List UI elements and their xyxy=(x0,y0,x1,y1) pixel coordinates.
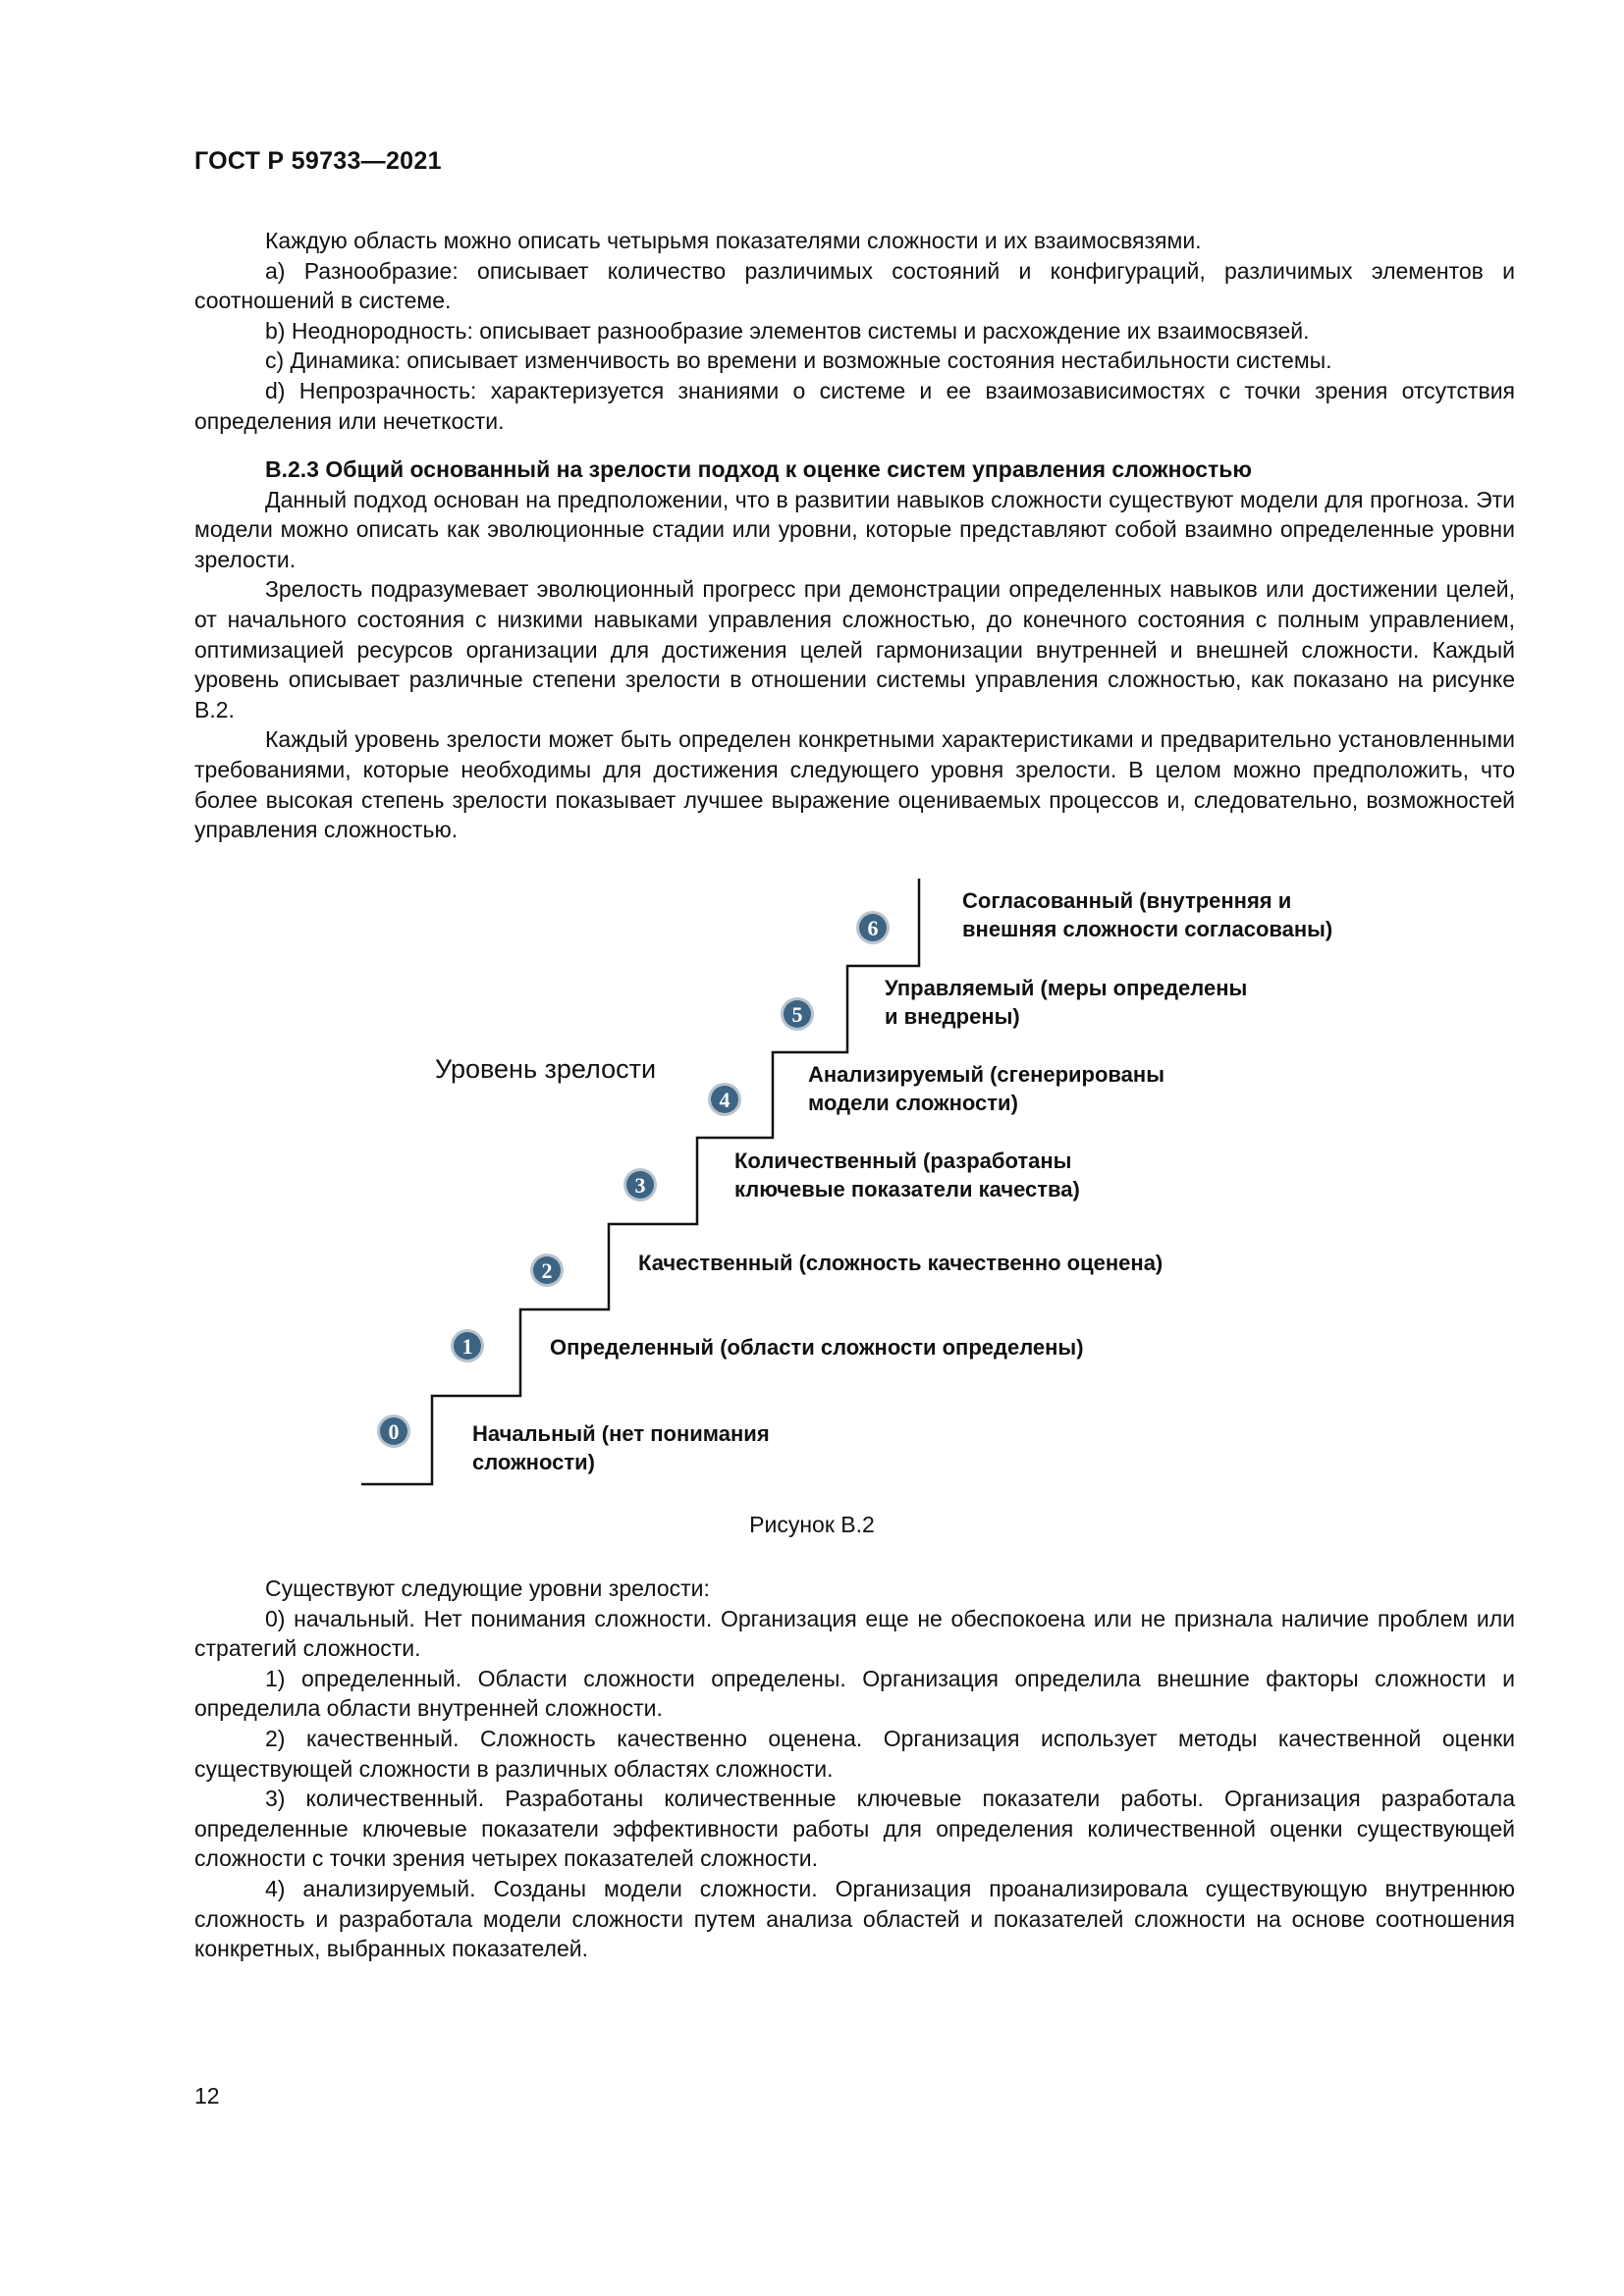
section-heading: B.2.3 Общий основанный на зрелости подход к оценке систем управления сложностью xyxy=(265,456,1253,482)
level-label-0-line2: сложности) xyxy=(472,1450,595,1474)
level-label-3-line2: ключевые показатели качества) xyxy=(734,1177,1080,1201)
paragraph: 1) определенный. Области сложности определены. Организация определила внешние факторы сложности и определила области внутренней сложности. xyxy=(194,1665,1515,1722)
paragraph: Зрелость подразумевает эволюционный прогресс при демонстрации определенных навыков или достижении целей, от начального состояния с низкими навыками управления сложностью, до конечного состояния с полным управлением, оптимизацией ресурсов организации для достижения целей гармонизации внутренней и внешней сложности. Каждый уровень описывает различные степени зрелости в отношении системы управления сложностью, как показано на рисунке В.2. xyxy=(194,576,1515,722)
paragraph: 4) анализируемый. Созданы модели сложности. Организация проанализировала существующую внутреннюю сложность и разработала модели сложности путем анализа областей и показателей сложности на основе соотношения конкретных, выбранных показателей. xyxy=(194,1875,1515,1962)
level-label-6-line2: внешняя сложности согласованы) xyxy=(962,917,1333,941)
level-label-2: Качественный (сложность качественно оценена) xyxy=(638,1251,1164,1275)
badge-number: 6 xyxy=(867,916,879,940)
paragraph: Данный подход основан на предположении, что в развитии навыков сложности существуют модели для прогноза. Эти модели можно описать как эволюционные стадии или уровни, которые представляют собой взаимно определенные уровни зрелости. xyxy=(194,486,1515,572)
level-badge-1 xyxy=(451,1329,484,1362)
level-badge-0 xyxy=(377,1415,410,1448)
page-number: 12 xyxy=(194,2083,220,2109)
badge-number: 3 xyxy=(634,1173,646,1198)
level-label-0-line1: Начальный (нет понимания xyxy=(472,1421,770,1446)
axis-label: Уровень зрелости xyxy=(435,1054,657,1084)
section-b23 xyxy=(194,454,1515,845)
paragraph: b) Неоднородность: описывает разнообразие элементов системы и расхождение их взаимосвязей. xyxy=(265,317,1310,344)
level-badge-2 xyxy=(530,1254,564,1287)
level-label-5-line1: Управляемый (меры определены xyxy=(885,976,1248,1000)
badge-number: 2 xyxy=(541,1258,553,1283)
document-header: ГОСТ Р 59733—2021 xyxy=(194,147,442,175)
level-badge-6 xyxy=(856,911,890,944)
paragraph: 3) количественный. Разработаны количественные ключевые показатели работы. Организация разработала определенные ключевые показатели эффективности работы для определения количественной оценки существующей сложности с точки зрения четырех показателей сложности. xyxy=(194,1786,1515,1872)
paragraph: Каждый уровень зрелости может быть определен конкретными характеристиками и предварительно установленными требованиями, которые необходимы для достижения следующего уровня зрелости. В целом можно предположить, что более высокая степень зрелости показывает лучшее выражение оцениваемых процессов и, следовательно, возможностей управления сложностью. xyxy=(194,726,1515,843)
maturity-staircase-figure xyxy=(0,864,1624,1502)
paragraph: 0) начальный. Нет понимания сложности. Организация еще не обеспокоена или не признала наличие проблем или стратегий сложности. xyxy=(194,1605,1515,1662)
level-label-3-line1: Количественный (разработаны xyxy=(734,1148,1072,1173)
maturity-levels-list xyxy=(194,1574,1515,1964)
badge-number: 4 xyxy=(719,1088,731,1112)
level-badge-4 xyxy=(708,1083,741,1116)
paragraph: Существуют следующие уровни зрелости: xyxy=(265,1575,710,1601)
level-label-4-line1: Анализируемый (сгенерированы xyxy=(808,1062,1164,1087)
paragraph: a) Разнообразие: описывает количество различимых состояний и конфигураций, различимых элементов и соотношений в системе. xyxy=(194,257,1515,314)
level-label-5-line2: и внедрены) xyxy=(885,1004,1020,1029)
badge-number: 1 xyxy=(461,1334,473,1359)
level-label-1: Определенный (области сложности определены) xyxy=(550,1335,1084,1360)
staircase-diagram xyxy=(0,864,1624,1502)
badge-number: 0 xyxy=(388,1419,400,1444)
level-label-4-line2: модели сложности) xyxy=(808,1091,1018,1115)
paragraph: d) Непрозрачность: характеризуется знаниями о системе и ее взаимозависимостях с точки зрения отсутствия определения или нечеткости. xyxy=(194,377,1515,434)
figure-caption: Рисунок В.2 xyxy=(749,1512,875,1537)
paragraph: 2) качественный. Сложность качественно оценена. Организация использует методы качественной оценки существующей сложности в различных областях сложности. xyxy=(194,1725,1515,1782)
level-label-6-line1: Согласованный (внутренняя и xyxy=(962,888,1292,913)
badge-number: 5 xyxy=(791,1002,803,1027)
paragraph: c) Динамика: описывает изменчивость во времени и возможные состояния нестабильности системы. xyxy=(265,347,1332,374)
intro-block xyxy=(194,226,1515,436)
level-badge-5 xyxy=(781,997,814,1031)
paragraph: Каждую область можно описать четырьмя показателями сложности и их взаимосвязями. xyxy=(265,228,1202,253)
level-badge-3 xyxy=(623,1168,657,1201)
